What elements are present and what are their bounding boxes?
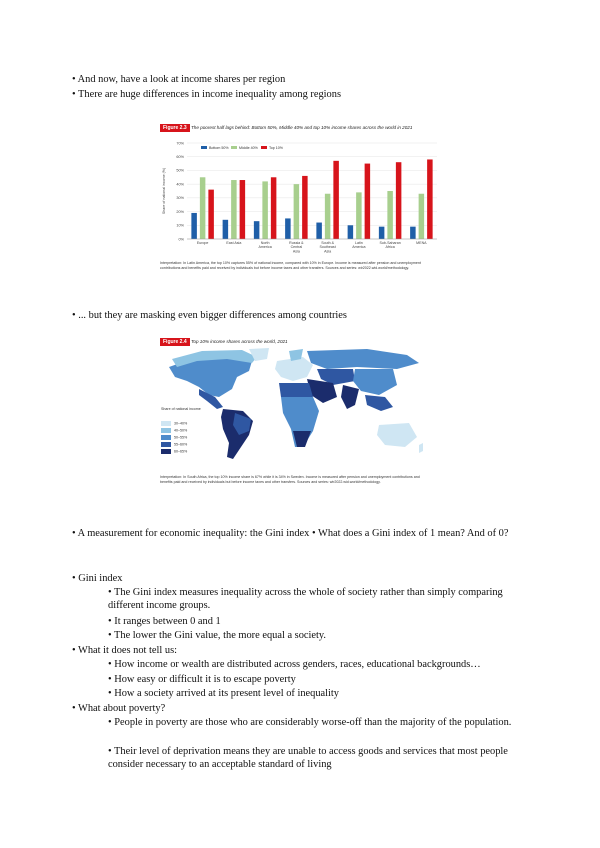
- bar: [379, 227, 385, 239]
- legend-swatch-icon: [161, 421, 171, 426]
- bar: [200, 177, 206, 239]
- figure-note: Interpretation: In Latin America, the top 10% captures 55% of national income, compared with 10% in Europe. Income is measured after pension and unemployment contributions and benefits paid and received by individuals but before income taxes and other transfers. Sources and series: wir2022.wid.world/methodology.: [160, 261, 421, 270]
- legend-label: Top 10%: [269, 146, 283, 150]
- bar: [240, 180, 246, 239]
- x-tick-label: Europe: [196, 241, 209, 245]
- legend-swatch: [261, 146, 267, 149]
- y-tick-label: 0%: [178, 237, 184, 242]
- map-india: [341, 385, 359, 409]
- bullet-country-differences: • ... but they are masking even bigger differences among countries: [72, 310, 347, 321]
- bar: [316, 223, 322, 239]
- bar: [208, 190, 214, 239]
- bullet-regional-differences: • There are huge differences in income inequality among regions: [72, 89, 341, 100]
- legend-swatch: [201, 146, 207, 149]
- gini-item-range: • It ranges between 0 and 1: [108, 616, 221, 627]
- figure-world-map: [157, 335, 433, 497]
- x-tick-label: East Asia: [226, 241, 242, 245]
- y-tick-label: 20%: [176, 209, 184, 214]
- bar: [325, 194, 331, 239]
- map-legend-item: 40–50%: [161, 428, 187, 433]
- map-legend-item: 60–65%: [161, 449, 187, 454]
- bar: [294, 184, 300, 239]
- legend-label: Middle 40%: [239, 146, 258, 150]
- x-tick-label: South & Southeast Asia: [319, 241, 336, 254]
- gini-item-lower: • The lower the Gini value, the more equal a society.: [108, 630, 327, 641]
- bar: [191, 213, 197, 239]
- map-europe: [275, 357, 313, 381]
- gini-question: • A measurement for economic inequality: the Gini index • What does a Gini index of 1 mean? And of 0?: [72, 528, 509, 539]
- map-new-zealand: [419, 443, 423, 453]
- map-legend-item: 50–55%: [161, 435, 187, 440]
- map-china: [353, 369, 397, 395]
- poverty-heading: • What about poverty?: [72, 703, 166, 714]
- not-tell-heading: • What it does not tell us:: [72, 645, 178, 656]
- y-tick-label: 40%: [176, 182, 184, 187]
- map-legend-item: 55–60%: [161, 442, 187, 447]
- map-figure-label: Figure 2.4: [160, 338, 190, 346]
- map-legend-item: 30–40%: [161, 421, 187, 426]
- map-southeast-asia: [365, 395, 393, 411]
- bar: [419, 194, 425, 239]
- bar-chart: [157, 133, 441, 263]
- bar: [302, 176, 308, 239]
- map-russia: [307, 349, 419, 369]
- y-tick-label: 60%: [176, 155, 184, 160]
- bar: [223, 220, 229, 239]
- poverty-item-deprivation: • Their level of deprivation means they are unable to access goods and services that most people consider necessary to an acceptable standard of living: [108, 746, 508, 770]
- x-tick-label: Sub-Saharan Africa: [379, 241, 401, 250]
- bar: [262, 181, 268, 239]
- x-tick-label: North America: [258, 241, 272, 250]
- y-tick-label: 70%: [176, 141, 184, 146]
- map-figure-note: Interpretation: In South Africa, the top 10% income share is 67% while it is 34% in Sweden. Income is measured after pension and unemployment contributions and benefits paid and received by individuals but before income taxes and other transfers. Sources and series: wir2022.wid.world/methodology.: [160, 475, 420, 484]
- map-australia: [377, 423, 417, 447]
- figure-title: The poorest half lags behind: Bottom 50%, Middle 40% and top 10% income shares across the world in 2021: [191, 125, 413, 130]
- not-tell-item-distribution: • How income or wealth are distributed across genders, races, educational backgrounds…: [108, 659, 481, 670]
- bar: [387, 191, 393, 239]
- x-tick-label: Latin America: [352, 241, 366, 250]
- y-tick-label: 30%: [176, 196, 184, 201]
- bar: [231, 180, 237, 239]
- y-tick-label: 50%: [176, 168, 184, 173]
- y-axis-label: Share of national income (%): [162, 167, 166, 215]
- legend-label: Bottom 50%: [209, 146, 229, 150]
- bar: [410, 227, 416, 239]
- legend-swatch-icon: [161, 442, 171, 447]
- not-tell-item-history: • How a society arrived at its present level of inequality: [108, 688, 340, 699]
- y-tick-label: 10%: [176, 223, 184, 228]
- gini-item-definition: • The Gini index measures inequality across the whole of society rather than simply comparing different income groups.: [108, 587, 503, 611]
- bar: [365, 164, 371, 239]
- x-tick-label: MENA: [416, 241, 427, 245]
- x-tick-label: Russia & Central Asia: [289, 241, 304, 254]
- not-tell-item-escape: • How easy or difficult it is to escape poverty: [108, 674, 296, 685]
- gini-heading: • Gini index: [72, 573, 123, 584]
- map-figure-title: Top 10% income shares across the world, 2021: [191, 339, 288, 344]
- figure-income-shares-chart: [157, 121, 441, 285]
- bar: [254, 221, 260, 239]
- bar: [348, 225, 354, 239]
- bar: [427, 159, 433, 239]
- bullet-income-shares: • And now, have a look at income shares per region: [72, 74, 286, 85]
- map-legend-title: Share of national income: [161, 407, 201, 411]
- bar: [356, 192, 362, 239]
- legend-swatch-icon: [161, 449, 171, 454]
- poverty-item-definition: • People in poverty are those who are considerably worse-off than the majority of the population.: [108, 717, 512, 728]
- legend-swatch: [231, 146, 237, 149]
- bar: [333, 161, 339, 239]
- bar: [271, 177, 277, 239]
- map-legend: [161, 407, 221, 459]
- bar: [396, 162, 402, 239]
- figure-label: Figure 2.3: [160, 124, 190, 132]
- legend-swatch-icon: [161, 435, 171, 440]
- legend-swatch-icon: [161, 428, 171, 433]
- bar: [285, 218, 291, 239]
